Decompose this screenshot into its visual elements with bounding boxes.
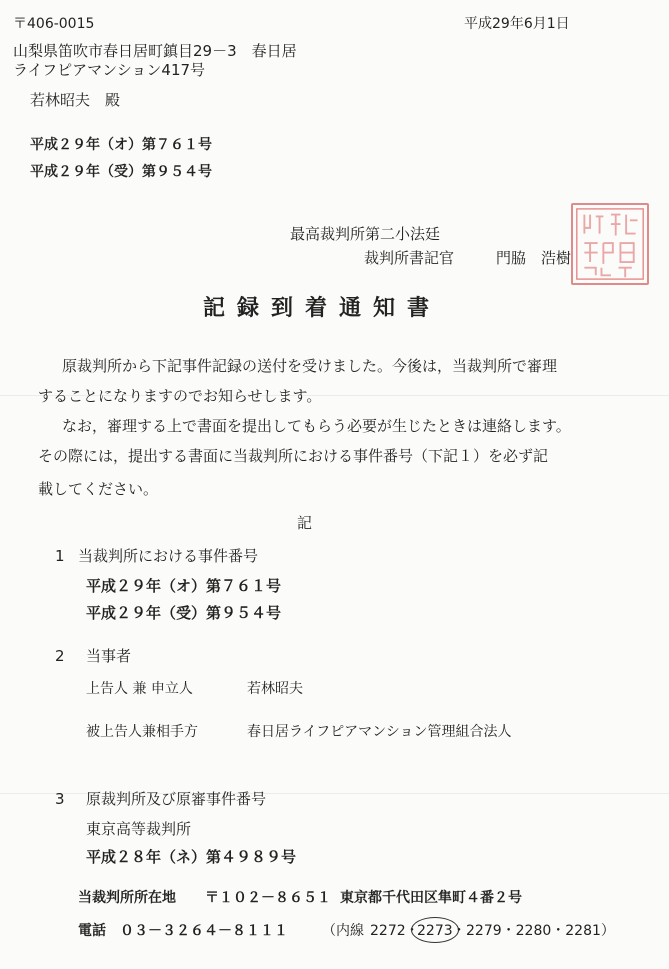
extension-separator: ・	[405, 923, 419, 939]
address-line-2: ライフピアマンション417号	[13, 61, 206, 79]
body-line-2: することになりますのでお知らせします。	[38, 387, 322, 405]
seal-graphic	[573, 205, 647, 283]
ki-heading: 記	[297, 514, 313, 532]
body-line-3: なお，審理する上で書面を提出してもらう必要が生じたときは連絡します。	[62, 417, 571, 435]
party-2-name: 春日居ライフピアマンション管理組合法人	[247, 724, 512, 740]
clerk-title: 裁判所書記官	[364, 249, 455, 267]
footer-location-label: 当裁判所所在地	[78, 890, 176, 906]
document-title: 記録到着通知書	[203, 296, 442, 321]
clerk-name: 門脇 浩樹	[496, 249, 572, 267]
section-1-case-number-1: 平成２９年（オ）第７６１号	[86, 577, 282, 595]
section-1-number: 1	[55, 547, 65, 565]
section-3-label: 原裁判所及び原審事件番号	[86, 790, 267, 808]
footer-phone-label: 電話	[78, 923, 106, 939]
address-line-1: 山梨県笛吹市春日居町鎮目29－3 春日居	[13, 42, 297, 60]
body-line-4: その際には，提出する書面に当裁判所における事件番号（下記１）を必ず記	[38, 447, 549, 465]
section-3-number: 3	[55, 790, 65, 808]
extension-circled: 2273	[417, 923, 453, 939]
footer-postal: 〒１０２－８６５１	[205, 890, 331, 906]
extension-1: 2272	[370, 923, 406, 939]
body-line-1: 原裁判所から下記事件記録の送付を受けました。今後は，当裁判所で審理	[62, 357, 558, 375]
section-2-number: 2	[55, 647, 65, 665]
recipient-name: 若林昭夫 殿	[30, 91, 121, 109]
extension-prefix: （内線	[322, 923, 364, 939]
sender-court: 最高裁判所第二小法廷	[290, 225, 441, 243]
footer-phone: ０３－３２６４－８１１１	[120, 923, 288, 939]
party-1-role: 上告人 兼 申立人	[86, 681, 193, 697]
section-3-court: 東京高等裁判所	[86, 820, 192, 838]
extension-rest: ・2279・2280・2281）	[452, 923, 615, 939]
section-3-case-number: 平成２８年（ネ）第４９８９号	[86, 848, 297, 866]
section-2-label: 当事者	[86, 647, 132, 665]
header-case-number-2: 平成２９年（受）第９５４号	[30, 164, 212, 180]
party-1-name: 若林昭夫	[247, 681, 303, 697]
section-1-label: 当裁判所における事件番号	[78, 547, 259, 565]
official-seal-stamp	[571, 203, 649, 285]
postal-code: 〒406-0015	[13, 16, 95, 32]
notice-date: 平成29年6月1日	[464, 16, 570, 32]
header-case-number-1: 平成２９年（オ）第７６１号	[30, 137, 212, 153]
section-1-case-number-2: 平成２９年（受）第９５４号	[86, 604, 282, 622]
party-2-role: 被上告人兼相手方	[86, 724, 198, 740]
body-line-5: 載してください。	[38, 480, 159, 498]
footer-address: 東京都千代田区隼町４番２号	[340, 890, 522, 906]
